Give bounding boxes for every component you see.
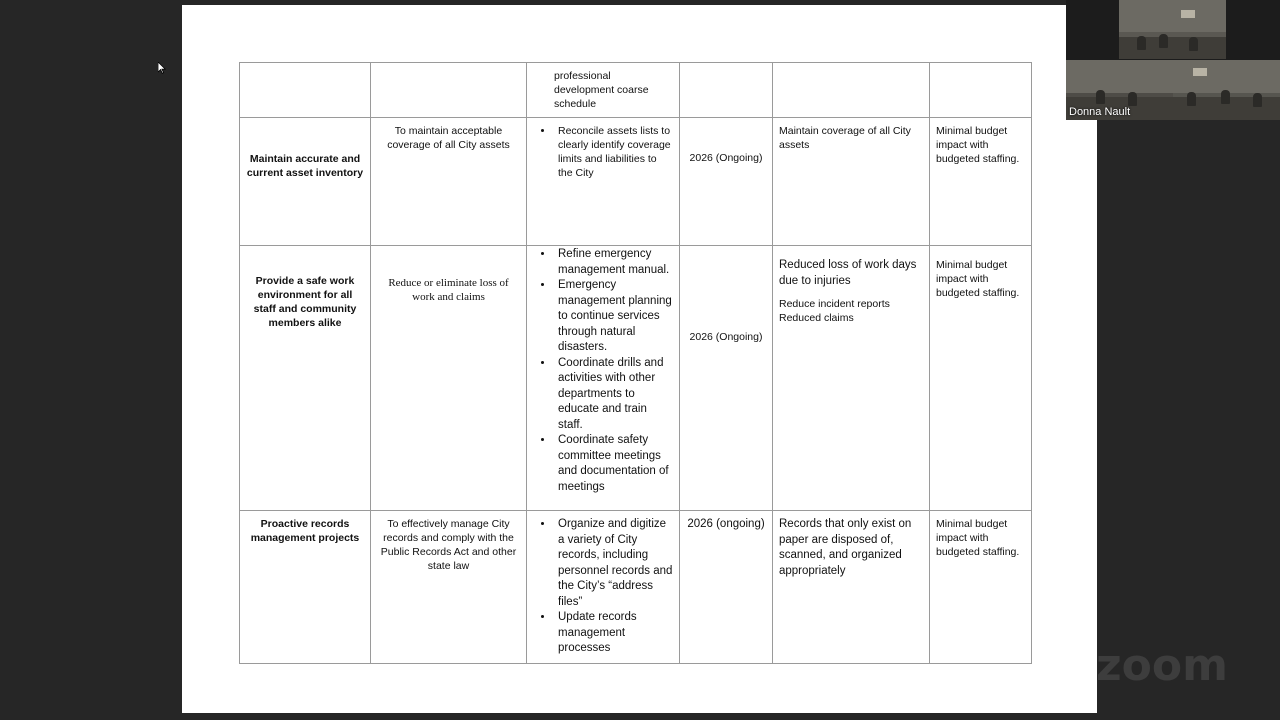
shared-document-page	[182, 5, 1097, 713]
task-list	[533, 517, 673, 657]
budget-cell	[930, 63, 1032, 118]
task-item: • Emergency management planning to continue services through natural disasters.	[554, 278, 673, 356]
video-tile[interactable]	[1066, 60, 1173, 120]
table-row	[240, 118, 1032, 246]
table-row	[240, 246, 1032, 511]
tasks-cell	[527, 63, 680, 118]
outcome-text: Records that only exist on paper are disposed of, scanned, and organized appropriately	[779, 518, 912, 577]
goal-cell	[240, 118, 371, 246]
budget-cell	[930, 246, 1032, 511]
budget-text: Minimal budget impact with budgeted staffing.	[936, 259, 1020, 299]
objective-cell	[371, 246, 527, 511]
outcome-cell	[773, 246, 930, 511]
budget-cell	[930, 511, 1032, 664]
video-tile[interactable]	[1119, 0, 1226, 59]
outcome-cell	[773, 118, 930, 246]
table-row	[240, 63, 1032, 118]
task-list	[533, 124, 673, 180]
objective-text: To effectively manage City records and comply with the Public Records Act and other state law	[380, 518, 517, 572]
table-row	[240, 511, 1032, 664]
outcome-subtext: Reduce incident reports	[779, 298, 890, 310]
goal-text: Provide a safe work environment for all staff and community members alike	[253, 275, 357, 329]
task-item: • Coordinate safety committee meetings and documentation of meetings	[554, 433, 673, 495]
task-item: • Reconcile assets lists to clearly identify coverage limits and liabilities to the City	[554, 124, 673, 180]
task-continuation: professional development coarse schedule	[554, 70, 649, 110]
goal-text: Maintain accurate and current asset inventory	[246, 153, 364, 179]
task-item: • Coordinate drills and activities with other departments to educate and train staff.	[554, 356, 673, 434]
objective-cell	[371, 63, 527, 118]
outcome-subtext: Reduced claims	[779, 312, 854, 324]
goal-cell	[240, 63, 371, 118]
objective-cell	[371, 511, 527, 664]
task-list	[533, 247, 673, 495]
task-item: • Update records management processes	[554, 610, 673, 657]
video-gallery[interactable]	[1066, 0, 1280, 120]
video-tile[interactable]	[1173, 60, 1280, 120]
objective-cell	[371, 118, 527, 246]
goal-text: Proactive records management projects	[250, 518, 360, 544]
participant-name: Donna Nault	[1069, 106, 1131, 118]
goal-cell	[240, 511, 371, 664]
budget-text: Minimal budget impact with budgeted staffing.	[936, 518, 1020, 558]
timeline-cell	[680, 511, 773, 664]
outcome-cell	[773, 63, 930, 118]
timeline-text: 2026 (Ongoing)	[689, 152, 763, 164]
tasks-cell	[527, 118, 680, 246]
timeline-cell	[680, 118, 773, 246]
timeline-text: 2026 (ongoing)	[687, 518, 765, 530]
outcome-text: Reduced loss of work days due to injuries	[779, 259, 917, 287]
task-item: • Organize and digitize a variety of City records, including personnel records and the City’s “address files”	[554, 517, 673, 610]
outcome-text: Maintain coverage of all City assets	[779, 125, 911, 151]
goal-cell	[240, 246, 371, 511]
timeline-text: 2026 (Ongoing)	[689, 331, 763, 343]
objective-text: To maintain acceptable coverage of all City assets	[387, 125, 510, 151]
timeline-cell	[680, 63, 773, 118]
outcome-cell	[773, 511, 930, 664]
goals-table	[239, 62, 1032, 664]
timeline-cell	[680, 246, 773, 511]
budget-cell	[930, 118, 1032, 246]
objective-text: Reduce or eliminate loss of work and claims	[388, 277, 509, 303]
tasks-cell	[527, 246, 680, 511]
zoom-logo: zoom	[1096, 640, 1228, 691]
budget-text: Minimal budget impact with budgeted staffing.	[936, 125, 1020, 165]
tasks-cell	[527, 511, 680, 664]
task-item: • Refine emergency management manual.	[554, 247, 673, 278]
